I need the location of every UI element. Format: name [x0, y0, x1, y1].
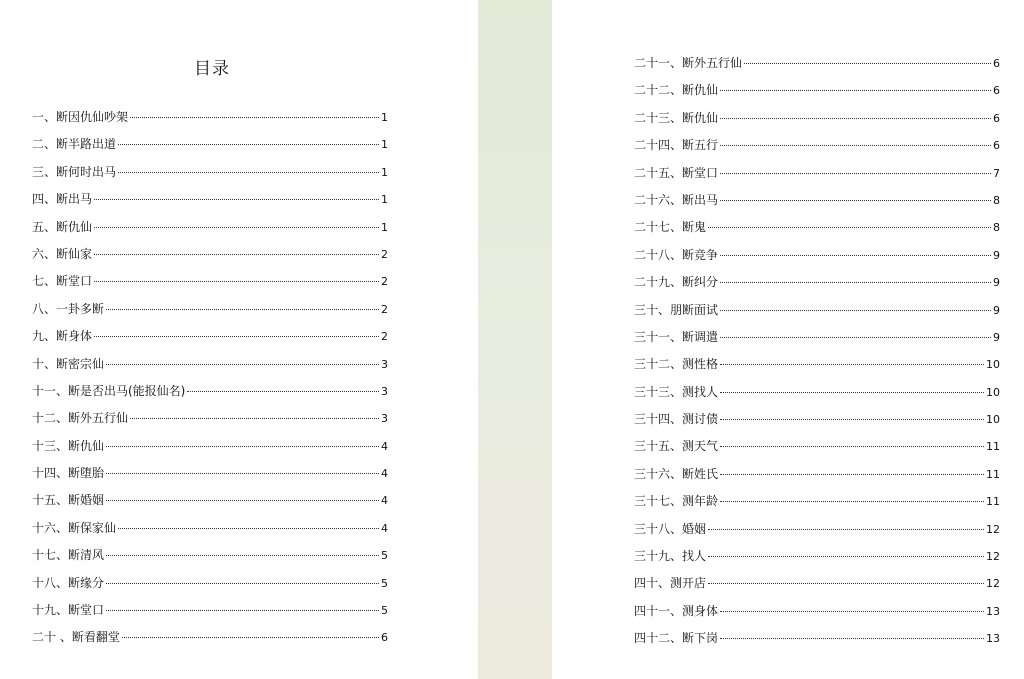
toc-entry-page-number: 10: [986, 385, 1000, 399]
toc-entry[interactable]: [634, 602, 1000, 629]
toc-dot-leader: [94, 226, 379, 228]
toc-dot-leader: [720, 637, 984, 639]
toc-entry[interactable]: [634, 54, 1000, 81]
toc-dot-leader: [708, 226, 991, 228]
toc-entry[interactable]: [32, 601, 388, 628]
toc-entry-page-number: 11: [986, 440, 1000, 454]
toc-entry-page-number: 4: [381, 521, 388, 535]
toc-dot-leader: [720, 391, 984, 393]
toc-entry-page-number: 4: [381, 494, 388, 508]
toc-entry[interactable]: [634, 164, 1000, 191]
toc-entry-label: 三十六、断姓氏: [634, 466, 719, 481]
toc-entry-page-number: 2: [381, 302, 388, 316]
toc-entry-page-number: 5: [381, 576, 388, 590]
toc-dot-leader: [720, 309, 991, 311]
toc-entry-label: 三十七、测年龄: [634, 494, 719, 509]
toc-entry[interactable]: [32, 327, 388, 354]
toc-entry-label: 十四、断堕胎: [32, 466, 105, 481]
toc-dot-leader: [106, 363, 379, 365]
toc-entry[interactable]: [32, 409, 388, 436]
toc-dot-leader: [130, 116, 379, 118]
toc-entry-label: 二十二、断仇仙: [634, 83, 719, 98]
toc-entry[interactable]: [634, 574, 1000, 601]
toc-entry-label: 二十九、断纠分: [634, 275, 719, 290]
toc-entry[interactable]: [634, 328, 1000, 355]
toc-dot-leader: [708, 555, 984, 557]
toc-entry-label: 四十二、断下岗: [634, 631, 719, 646]
toc-entry-page-number: 1: [381, 220, 388, 234]
toc-entry-label: 四、断出马: [32, 192, 93, 207]
toc-dot-leader: [720, 117, 991, 119]
toc-entry-page-number: 6: [993, 84, 1000, 98]
toc-entry-page-number: 1: [381, 165, 388, 179]
toc-entry-page-number: 7: [993, 166, 1000, 180]
toc-entry-label: 二、断半路出道: [32, 137, 117, 152]
toc-entry-page-number: 2: [381, 330, 388, 344]
toc-entry-page-number: 5: [381, 604, 388, 618]
toc-entry-page-number: 9: [993, 303, 1000, 317]
toc-entry-label: 三十九、找人: [634, 549, 707, 564]
toc-entry[interactable]: [32, 245, 388, 272]
toc-dot-leader: [720, 500, 984, 502]
toc-entry[interactable]: [634, 437, 1000, 464]
toc-entry[interactable]: [634, 629, 1000, 656]
toc-dot-leader: [720, 363, 984, 365]
toc-dot-leader: [106, 554, 379, 556]
toc-dot-leader: [94, 253, 379, 255]
toc-entry-page-number: 10: [986, 413, 1000, 427]
toc-entry-label: 十七、断清风: [32, 548, 105, 563]
toc-entry[interactable]: [32, 272, 388, 299]
toc-entry-label: 二十一、断外五行仙: [634, 56, 743, 70]
toc-entry-page-number: 8: [993, 221, 1000, 235]
toc-entry-page-number: 11: [986, 495, 1000, 509]
toc-entry-page-number: 3: [381, 384, 388, 398]
toc-entry[interactable]: [634, 465, 1000, 492]
toc-entry-page-number: 6: [993, 57, 1000, 70]
toc-dot-leader: [106, 582, 379, 584]
toc-entry-page-number: 13: [986, 604, 1000, 618]
toc-entry[interactable]: [634, 136, 1000, 163]
toc-entry-page-number: 3: [381, 412, 388, 426]
toc-entry[interactable]: [32, 190, 388, 217]
toc-title: 目录: [194, 59, 230, 79]
toc-entry[interactable]: [634, 355, 1000, 382]
toc-dot-leader: [187, 390, 379, 392]
toc-dot-leader: [720, 172, 991, 174]
toc-entry[interactable]: [32, 519, 388, 546]
toc-entry-label: 十八、断缘分: [32, 575, 105, 590]
toc-entry[interactable]: [634, 492, 1000, 519]
toc-entry-page-number: 9: [993, 276, 1000, 290]
toc-dot-leader: [118, 143, 379, 145]
toc-entry-label: 六、断仙家: [32, 246, 93, 261]
toc-dot-leader: [94, 280, 379, 282]
toc-page-left: [0, 0, 478, 679]
toc-entry-label: 三、断何时出马: [32, 164, 117, 179]
toc-entry-label: 二十八、断竞争: [634, 247, 719, 262]
toc-entry-label: 五、断仇仙: [32, 219, 93, 234]
toc-entry-label: 八、一卦多断: [32, 301, 105, 316]
toc-entry[interactable]: [634, 273, 1000, 300]
toc-dot-leader: [106, 499, 379, 501]
toc-entry[interactable]: [32, 464, 388, 491]
toc-entry-label: 二十五、断堂口: [634, 165, 719, 180]
toc-dot-leader: [720, 418, 984, 420]
toc-entry-label: 七、断堂口: [32, 274, 93, 289]
toc-entry-label: 三十二、测性格: [634, 357, 719, 372]
toc-dot-leader: [106, 308, 379, 310]
toc-entry-page-number: 12: [986, 550, 1000, 564]
toc-entry-page-number: 12: [986, 577, 1000, 591]
toc-entry-label: 十五、断婚姻: [32, 493, 105, 508]
toc-entry-page-number: 13: [986, 632, 1000, 646]
toc-entry[interactable]: [634, 191, 1000, 218]
toc-entry[interactable]: [32, 491, 388, 518]
toc-list-left: [32, 108, 388, 656]
toc-entry-page-number: 6: [381, 631, 388, 645]
toc-entry-page-number: 4: [381, 467, 388, 481]
toc-dot-leader: [720, 473, 984, 475]
toc-entry-page-number: 10: [986, 358, 1000, 372]
toc-entry-page-number: 9: [993, 330, 1000, 344]
toc-entry[interactable]: [32, 382, 388, 409]
toc-entry[interactable]: [634, 547, 1000, 574]
toc-entry[interactable]: [634, 246, 1000, 273]
toc-entry-page-number: 6: [993, 139, 1000, 153]
toc-entry[interactable]: [634, 81, 1000, 108]
toc-entry-page-number: 12: [986, 522, 1000, 536]
toc-entry-label: 三十三、测找人: [634, 384, 719, 399]
toc-entry[interactable]: [32, 218, 388, 245]
toc-entry-label: 二十四、断五行: [634, 138, 719, 153]
toc-entry[interactable]: [634, 383, 1000, 410]
toc-entry-page-number: 2: [381, 247, 388, 261]
toc-entry-page-number: 1: [381, 138, 388, 152]
toc-entry-page-number: 8: [993, 193, 1000, 207]
toc-dot-leader: [720, 89, 991, 91]
toc-dot-leader: [94, 335, 379, 337]
toc-entry-label: 三十五、测天气: [634, 439, 719, 454]
toc-dot-leader: [118, 171, 379, 173]
toc-entry-label: 十二、断外五行仙: [32, 411, 129, 426]
toc-entry-page-number: 2: [381, 275, 388, 289]
toc-entry-label: 十九、断堂口: [32, 603, 105, 618]
toc-entry-page-number: 5: [381, 549, 388, 563]
toc-entry[interactable]: [32, 300, 388, 327]
toc-dot-leader: [118, 527, 379, 529]
toc-entry[interactable]: [634, 410, 1000, 437]
toc-dot-leader: [720, 610, 984, 612]
toc-entry-page-number: 1: [381, 111, 388, 124]
toc-entry[interactable]: [634, 301, 1000, 328]
toc-dot-leader: [720, 199, 991, 201]
toc-entry-page-number: 1: [381, 193, 388, 207]
toc-dot-leader: [106, 472, 379, 474]
toc-entry-label: 四十、测开店: [634, 576, 707, 591]
toc-dot-leader: [106, 445, 379, 447]
toc-entry-label: 十、断密宗仙: [32, 356, 105, 371]
toc-entry-page-number: 6: [993, 111, 1000, 125]
toc-entry-label: 一、断因仇仙吵架: [32, 110, 129, 124]
toc-dot-leader: [708, 582, 984, 584]
toc-dot-leader: [720, 445, 984, 447]
toc-dot-leader: [122, 636, 379, 638]
toc-entry-page-number: 9: [993, 248, 1000, 262]
toc-entry-page-number: 3: [381, 357, 388, 371]
toc-entry[interactable]: [32, 163, 388, 190]
toc-dot-leader: [744, 62, 991, 64]
toc-entry-page-number: 11: [986, 467, 1000, 481]
toc-entry[interactable]: [634, 218, 1000, 245]
toc-entry[interactable]: [32, 628, 388, 655]
toc-entry-page-number: 4: [381, 439, 388, 453]
toc-entry-label: 二十六、断出马: [634, 192, 719, 207]
toc-entry-label: 三十、朋断面试: [634, 302, 719, 317]
toc-entry-label: 四十一、测身体: [634, 603, 719, 618]
toc-entry[interactable]: [634, 520, 1000, 547]
toc-entry-label: 十一、断是否出马(能报仙名): [32, 383, 186, 398]
toc-page-right: [552, 0, 1024, 679]
toc-dot-leader: [720, 254, 991, 256]
toc-dot-leader: [94, 198, 379, 200]
toc-entry[interactable]: [32, 546, 388, 573]
toc-entry-label: 三十四、测讨债: [634, 412, 719, 427]
toc-entry[interactable]: [32, 437, 388, 464]
toc-entry-label: 二十 、断看翻堂: [32, 630, 120, 645]
toc-entry-label: 九、断身体: [32, 329, 93, 344]
toc-list-right: [634, 54, 1000, 657]
toc-entry[interactable]: [634, 109, 1000, 136]
toc-dot-leader: [708, 528, 984, 530]
toc-dot-leader: [720, 144, 991, 146]
toc-entry[interactable]: [32, 108, 388, 135]
toc-entry[interactable]: [32, 135, 388, 162]
toc-dot-leader: [106, 609, 379, 611]
toc-entry[interactable]: [32, 574, 388, 601]
toc-entry-label: 三十一、断调遣: [634, 329, 719, 344]
toc-entry-label: 十三、断仇仙: [32, 438, 105, 453]
toc-dot-leader: [720, 281, 991, 283]
page-gutter: [478, 0, 552, 679]
toc-entry-label: 二十三、断仇仙: [634, 110, 719, 125]
toc-entry[interactable]: [32, 355, 388, 382]
toc-dot-leader: [130, 417, 379, 419]
toc-entry-label: 三十八、婚姻: [634, 521, 707, 536]
toc-entry-label: 二十七、断鬼: [634, 220, 707, 235]
toc-dot-leader: [720, 336, 991, 338]
toc-entry-label: 十六、断保家仙: [32, 520, 117, 535]
